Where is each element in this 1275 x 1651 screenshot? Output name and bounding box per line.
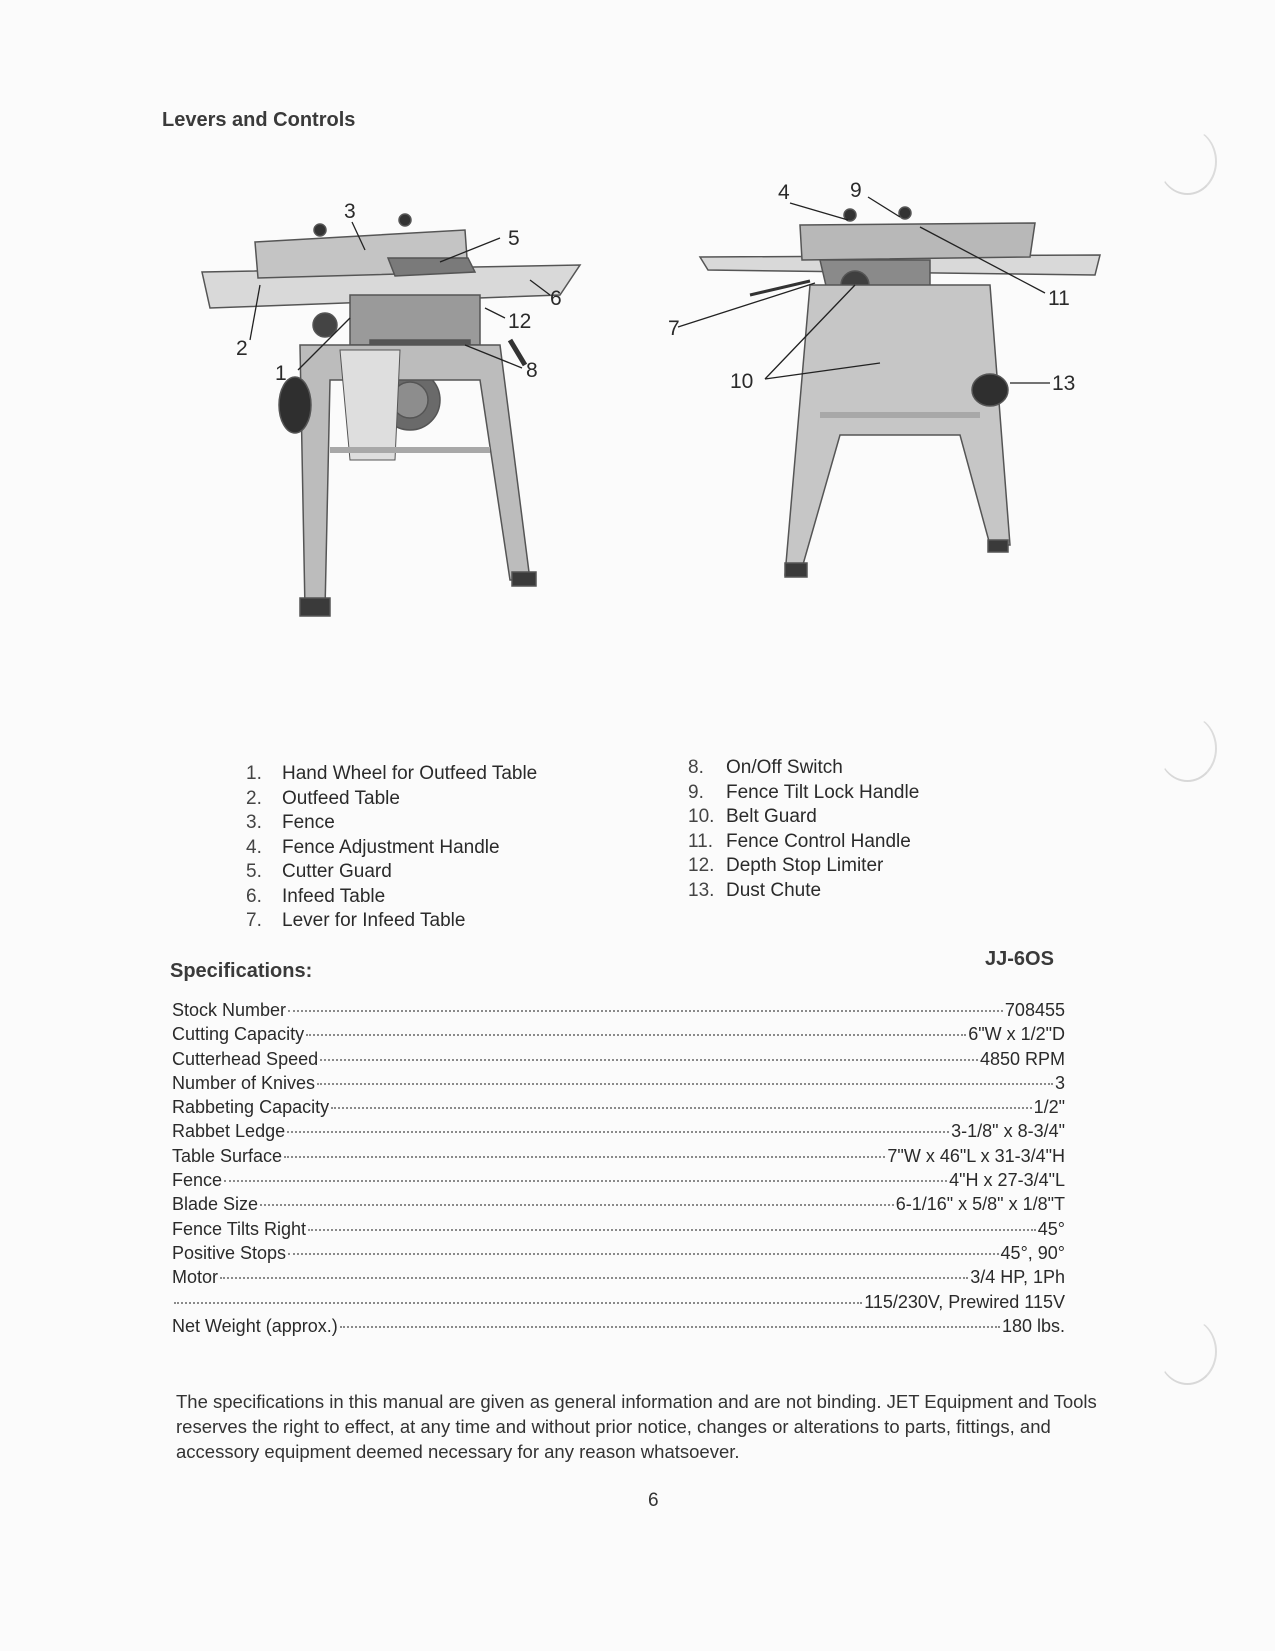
spec-row: Cutting Capacity 6"W x 1/2"D — [172, 1024, 1065, 1045]
spec-row: Net Weight (approx.) 180 lbs. — [172, 1315, 1065, 1336]
leader-line — [790, 203, 848, 220]
dot-leader — [220, 1277, 968, 1279]
callout-13: 13 — [1052, 372, 1076, 395]
dot-leader — [224, 1180, 947, 1182]
dot-leader — [308, 1229, 1036, 1231]
section-title: Levers and Controls — [162, 109, 356, 131]
dot-leader — [331, 1107, 1031, 1109]
legend-item: 6. Infeed Table — [246, 885, 386, 907]
leader-line — [485, 308, 505, 318]
spec-row: Stock Number 708455 — [172, 1000, 1065, 1020]
spec-row: Fence Tilts Right 45° — [172, 1218, 1065, 1239]
callout-6: 6 — [550, 287, 562, 310]
callout-11: 11 — [1048, 287, 1070, 310]
dot-leader — [260, 1204, 894, 1206]
dot-leader — [284, 1156, 885, 1158]
spec-row: Rabbet Ledge 3-1/8" x 8-3/4" — [172, 1121, 1065, 1142]
disclaimer-text: The specifications in this manual are given as general information and are not binding. JET Equipment and Tools reserves the right to effect, at any time and without prior notice, changes or alterations to parts, fittings, and accessory equipment deemed necessary for any reason whatsoever. — [176, 1390, 1097, 1462]
spec-row: Motor 3/4 HP, 1Ph — [172, 1267, 1065, 1288]
dot-leader — [287, 1131, 949, 1133]
leader-line — [678, 283, 815, 327]
spec-row: Blade Size 6-1/16" x 5/8" x 1/8"T — [172, 1194, 1065, 1215]
legend-item: 9. Fence Tilt Lock Handle — [688, 781, 920, 803]
spec-row: 115/230V, Prewired 115V — [172, 1292, 1065, 1316]
callout-3: 3 — [344, 200, 356, 223]
legend-item: 4. Fence Adjustment Handle — [246, 836, 500, 858]
callout-9: 9 — [850, 179, 862, 202]
spec-row: Number of Knives 3 — [172, 1072, 1065, 1093]
legend-item: 2. Outfeed Table — [246, 787, 400, 809]
legend-item: 5. Cutter Guard — [246, 861, 392, 882]
legend-item: 12. Depth Stop Limiter — [688, 855, 884, 876]
binder-hole — [1158, 1318, 1217, 1385]
spec-row: Fence 4"H x 27-3/4"L — [172, 1170, 1065, 1191]
callout-1: 1 — [275, 362, 287, 385]
jointer-rear-figure — [668, 179, 1150, 615]
dot-leader — [340, 1326, 1000, 1328]
spec-row: Table Surface 7"W x 46"L x 31-3/4"H — [172, 1145, 1065, 1166]
callout-5: 5 — [508, 227, 520, 250]
dot-leader — [288, 1253, 998, 1255]
callout-4: 4 — [778, 181, 790, 204]
parts-legend-right — [688, 756, 919, 903]
model-number: JJ-6OS — [985, 948, 1054, 970]
legend-item: 3. Fence — [246, 812, 335, 833]
dot-leader — [174, 1302, 862, 1304]
callout-12: 12 — [508, 310, 532, 333]
dot-leader — [320, 1059, 978, 1061]
legend-item: 13. Dust Chute — [688, 879, 822, 901]
legend-item: 11. Fence Control Handle — [688, 830, 911, 852]
callout-7: 7 — [668, 317, 680, 340]
legend-item: 7. Lever for Infeed Table — [246, 910, 466, 931]
dot-leader — [317, 1083, 1053, 1085]
callout-8: 8 — [526, 359, 538, 382]
jointer-rear-illustration — [700, 207, 1100, 577]
spec-row: Rabbeting Capacity 1/2" — [172, 1097, 1065, 1118]
dot-leader — [288, 1010, 1003, 1012]
legend-item: 1. Hand Wheel for Outfeed Table — [246, 763, 538, 784]
legend-item: 8. On/Off Switch — [688, 757, 843, 778]
binder-hole — [1158, 128, 1217, 195]
binder-hole — [1158, 715, 1217, 782]
jointer-front-figure — [200, 200, 620, 650]
specifications-table — [172, 1000, 1065, 1340]
parts-legend-left — [246, 762, 537, 934]
spec-row: Cutterhead Speed 4850 RPM — [172, 1048, 1065, 1069]
specifications-title: Specifications: — [170, 960, 313, 982]
page-number: 6 — [648, 1490, 659, 1511]
leader-line — [868, 197, 900, 217]
jointer-front-illustration — [202, 214, 580, 616]
dot-leader — [306, 1034, 966, 1036]
callout-2: 2 — [236, 337, 248, 360]
spec-row: Positive Stops 45°, 90° — [172, 1242, 1065, 1263]
legend-item: 10. Belt Guard — [688, 806, 817, 827]
callout-10: 10 — [730, 370, 754, 393]
